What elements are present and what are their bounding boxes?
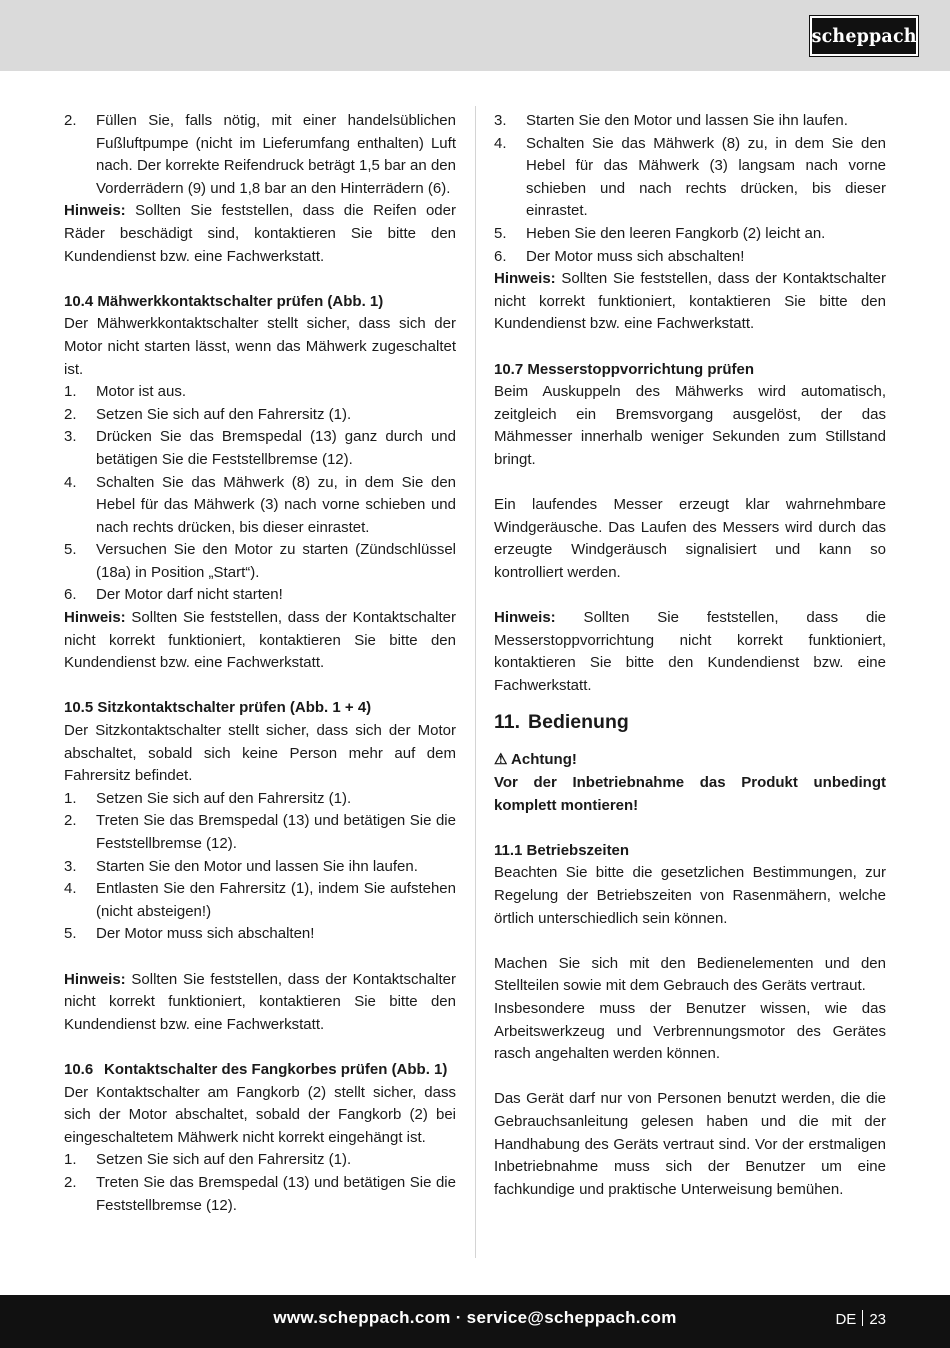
section-title: Bedienung xyxy=(528,711,629,734)
paragraph: Ein laufendes Messer erzeugt klar wahrnehmbare Windgeräusche. Das Laufen des Messers wird durch das erzeugte Windgeräusch signalisiert und kann so kontrolliert werden. xyxy=(494,496,886,581)
header-bar xyxy=(0,0,950,71)
list-item: 5. Der Motor muss sich abschalten! xyxy=(64,925,315,943)
list-item: 2. Setzen Sie sich auf den Fahrersitz (1). xyxy=(64,405,352,423)
item-text: Füllen Sie, falls nötig, mit einer handelsüblichen Fußluftpumpe (nicht im Lieferumfang enthalten) Luft nach. Der korrekte Reifendruck beträgt 1,5 bar an den Vorderrädern (9) und 1,8 bar an den Hinterrädern (6). xyxy=(96,112,456,197)
list-item: 4. Schalten Sie das Mähwerk (8) zu, in dem Sie den Hebel für das Mähwerk (3) nach vorne schieben und nach rechts drücken, bis dieser einrastet. xyxy=(64,473,456,536)
note-label: Hinweis: xyxy=(494,609,556,627)
note-label: Hinweis: xyxy=(64,202,126,220)
paragraph: Machen Sie sich mit den Bedienelementen und den Stellteilen sowie mit dem Gebrauch des Geräts vertraut. xyxy=(494,954,886,995)
list-item: 3. Drücken Sie das Bremspedal (13) ganz durch und betätigen Sie die Feststellbremse (12). xyxy=(64,428,456,468)
left-column xyxy=(64,110,456,1217)
brand-logo xyxy=(810,16,918,56)
page-number-value: 23 xyxy=(869,1311,886,1328)
note-text: Sollten Sie feststellen, dass der Kontaktschalter nicht korrekt funktioniert, kontaktieren Sie bitte den Kundendienst bzw. eine Fachwerkstatt. xyxy=(64,609,456,672)
section-number: 11. xyxy=(494,711,521,734)
list-item: 6. Der Motor muss sich abschalten! xyxy=(494,247,745,265)
section-intro: Der Sitzkontaktschalter stellt sicher, dass sich der Motor abschaltet, sobald sich keine Person mehr auf dem Fahrersitz befindet. xyxy=(64,722,456,785)
section-title: Kontaktschalter des Fangkorbes prüfen (Abb. 1) xyxy=(104,1060,448,1078)
list-item: 5. Heben Sie den leeren Fangkorb (2) leicht an. xyxy=(494,224,826,242)
footer-web-contact: www.scheppach.com · service@scheppach.com xyxy=(273,1308,677,1327)
note-paragraph xyxy=(494,607,886,697)
note-label: Hinweis: xyxy=(64,609,126,627)
section-heading-10-5: 10.5 Sitzkontaktschalter prüfen (Abb. 1 + 4) xyxy=(64,699,372,717)
paragraph: Beachten Sie bitte die gesetzlichen Bestimmungen, zur Regelung der Betriebszeiten von Rasenmähern, welche örtlich unterschiedlich sein können. xyxy=(494,864,886,927)
section-intro: Der Mähwerkkontaktschalter stellt sicher, dass sich der Motor nicht starten lässt, wenn das Mähwerk zugeschaltet ist. xyxy=(64,315,456,378)
section-heading-11-1: 11.1 Betriebszeiten xyxy=(494,841,630,859)
section-heading-10-4: 10.4 Mähwerkkontaktschalter prüfen (Abb. 1) xyxy=(64,292,384,310)
note-paragraph xyxy=(64,200,456,268)
step-list xyxy=(494,110,886,268)
paragraph: Beim Auskuppeln des Mähwerks wird automatisch, zeitgleich ein Bremsvorgang ausgelöst, der das Mähmesser innerhalb weniger Sekunden zum Stillstand bringt. xyxy=(494,383,886,468)
section-heading-11 xyxy=(494,705,886,739)
right-column xyxy=(494,110,886,1201)
paragraph: Insbesondere muss der Benutzer wissen, wie das Arbeitswerkzeug und Verbrennungsmotor des Gerätes rasch angehalten werden können. xyxy=(494,999,886,1063)
language-code: DE xyxy=(835,1311,857,1328)
step-list xyxy=(64,381,456,607)
note-label: Hinweis: xyxy=(64,970,126,988)
column-divider xyxy=(475,106,476,1258)
list-item: 3. Starten Sie den Motor und lassen Sie ihn laufen. xyxy=(64,857,418,875)
note-paragraph xyxy=(64,607,456,675)
note-paragraph xyxy=(64,969,456,1037)
note-text: Sollten Sie feststellen, dass der Kontaktschalter nicht korrekt funktioniert, kontaktieren Sie bitte den Kundendienst bzw. eine Fachwerkstatt. xyxy=(494,270,886,333)
list-item xyxy=(64,110,456,200)
note-text: Sollten Sie feststellen, dass die Reifen oder Räder beschädigt sind, kontaktieren Sie bitte den Kundendienst bzw. eine Fachwerkstatt. xyxy=(64,202,456,265)
item-number: 2. xyxy=(64,112,77,129)
step-list xyxy=(64,1149,456,1217)
footer-bar xyxy=(0,1295,950,1348)
list-item: 4. Entlasten Sie den Fahrersitz (1), indem Sie aufstehen (nicht absteigen!) xyxy=(64,880,456,920)
section-number: 10.6 xyxy=(64,1060,94,1078)
section-heading-10-7: 10.7 Messerstoppvorrichtung prüfen xyxy=(494,360,755,378)
step-list xyxy=(64,788,456,946)
list-item: 1. Setzen Sie sich auf den Fahrersitz (1). xyxy=(64,1151,352,1169)
paragraph: Das Gerät darf nur von Personen benutzt werden, die die Gebrauchsanleitung gelesen haben und die mit der Handhabung des Geräts vertraut sind. Vor der erstmaligen Inbetriebnahme muss sich der Benutzer um eine fachkundige und praktische Unterweisung bemühen. xyxy=(494,1090,886,1198)
page-number xyxy=(835,1310,886,1328)
list-item: 1. Motor ist aus. xyxy=(64,383,187,401)
list-item: 5. Versuchen Sie den Motor zu starten (Zündschlüssel (18a) in Position „Start“). xyxy=(64,541,456,581)
list-item: 1. Setzen Sie sich auf den Fahrersitz (1). xyxy=(64,789,352,807)
list-item: 2. Treten Sie das Bremspedal (13) und betätigen Sie die Feststellbremse (12). xyxy=(64,1173,456,1214)
note-paragraph xyxy=(494,268,886,336)
warning-text: Vor der Inbetriebnahme das Produkt unbedingt komplett montieren! xyxy=(494,774,886,814)
note-text: Sollten Sie feststellen, dass der Kontaktschalter nicht korrekt funktioniert, kontaktieren Sie bitte den Kundendienst bzw. eine Fachwerkstatt. xyxy=(64,970,456,1033)
logo-text: scheppach xyxy=(811,25,917,47)
section-heading-10-6 xyxy=(64,1059,456,1082)
section-intro: Der Kontaktschalter am Fangkorb (2) stellt sicher, dass sich der Motor abschaltet, sobald der Fangkorb (2) bei eingeschaltetem Mähwerk nicht korrekt eingehängt ist. xyxy=(64,1083,456,1146)
list-item: 2. Treten Sie das Bremspedal (13) und betätigen Sie die Feststellbremse (12). xyxy=(64,812,456,852)
list-item: 4. Schalten Sie das Mähwerk (8) zu, in dem Sie den Hebel für das Mähwerk (3) langsam nach vorne schieben und nach rechts drücken, bis dieser einrastet. xyxy=(494,134,886,220)
warning-title: ⚠ Achtung! xyxy=(494,751,577,769)
note-label: Hinweis: xyxy=(494,270,556,288)
note-text: Sollten Sie feststellen, dass die Messerstoppvorrichtung nicht korrekt funktioniert, kontaktieren Sie bitte den Kundendienst bzw. eine Fachwerkstatt. xyxy=(494,609,886,694)
list-item: 3. Starten Sie den Motor und lassen Sie ihn laufen. xyxy=(494,112,848,129)
list-item: 6. Der Motor darf nicht starten! xyxy=(64,586,283,604)
